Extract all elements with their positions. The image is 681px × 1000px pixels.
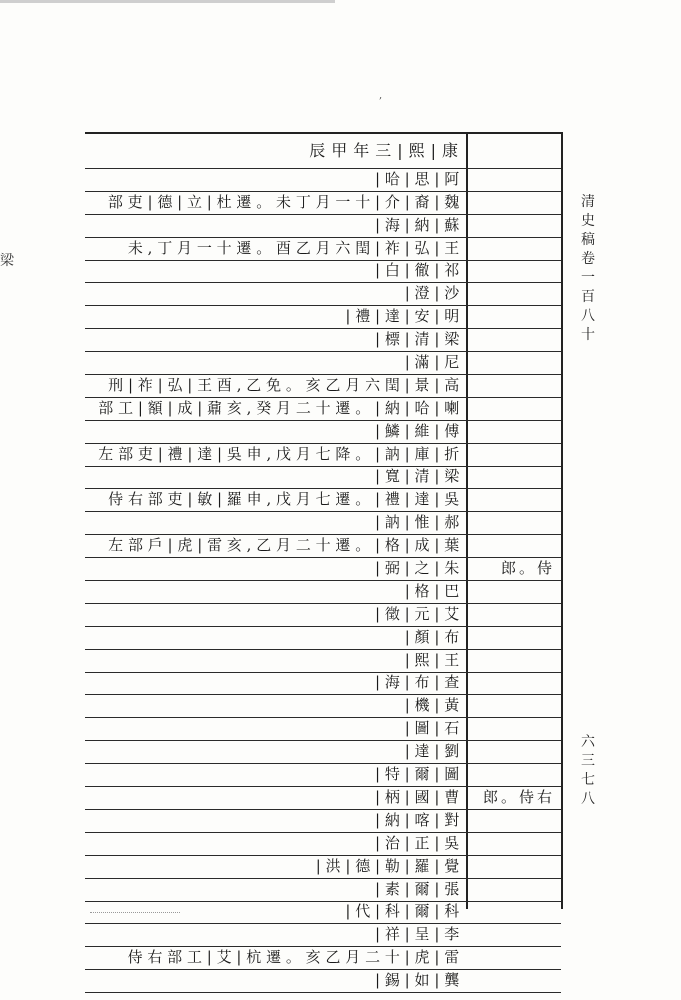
table-row: [85, 283, 561, 306]
table-right-border: [561, 132, 563, 909]
table-row: [85, 215, 561, 238]
row-text: |祥|呈|李: [375, 925, 464, 944]
table-row: [85, 650, 561, 673]
margin-page-char: 八: [581, 791, 595, 807]
margin-title-char: 十: [581, 327, 595, 343]
table-row: [85, 398, 561, 421]
row-text: |柄|國|曹: [375, 787, 464, 806]
row-text: |熙|王: [404, 650, 464, 669]
table-row: [85, 947, 561, 970]
margin-title: [578, 193, 598, 345]
margin-title-char: 史: [581, 213, 595, 229]
table-row: [85, 627, 561, 650]
row-text: |洪|德|勒|羅|覺: [315, 856, 464, 875]
table-row: [85, 604, 561, 627]
table-row: [85, 924, 561, 947]
row-text: |錫|如|龔: [375, 971, 464, 990]
row-text: |格|巴: [404, 581, 464, 600]
margin-title-char: 八: [581, 308, 595, 324]
row-text: |顏|布: [404, 627, 464, 646]
row-text: |滿|尼: [404, 353, 464, 372]
table-header-row: [85, 132, 561, 169]
row-text: |徵|元|艾: [375, 604, 464, 623]
table-row: [85, 787, 561, 810]
official-table: [85, 132, 561, 993]
row-text: |哈|思|阿: [375, 169, 464, 188]
margin-page-char: 七: [581, 772, 595, 788]
row-text: |澄|沙: [404, 284, 464, 303]
row-text: |寬|清|梁: [375, 467, 464, 486]
table-row: [85, 169, 561, 192]
table-row: [85, 810, 561, 833]
margin-title-char: 清: [581, 194, 595, 210]
table-row: [85, 673, 561, 696]
row-text: |達|劉: [404, 742, 464, 761]
header-text: 辰甲年三|熙|康: [309, 141, 464, 160]
row-text: |訥|惟|郝: [375, 513, 464, 532]
table-row: [85, 261, 561, 284]
row-text: |海|納|蘇: [375, 215, 464, 234]
table-row: [85, 558, 561, 581]
table-row: [85, 238, 561, 261]
table-body: [85, 169, 561, 993]
table-row: [85, 535, 561, 558]
margin-title-char: 稿: [581, 232, 595, 248]
table-row: [85, 741, 561, 764]
margin-title-char: 卷: [581, 251, 595, 267]
table-row: [85, 467, 561, 490]
table-row: [85, 856, 561, 879]
table-row: [85, 581, 561, 604]
row-text: |禮|達|安|明: [345, 307, 464, 326]
footer-dots: [90, 912, 180, 913]
left-margin-mark: 梁: [0, 253, 14, 269]
table-row: [85, 375, 561, 398]
row-text: 左部吏|禮|達|吳申,戊月七降。|訥|庫|折: [98, 444, 464, 463]
row-text: 部吏|德|立|杜遷。未丁月一十|介|裔|魏: [107, 192, 464, 211]
row-text: |治|正|吳: [375, 833, 464, 852]
row-note: 郎。侍: [500, 559, 555, 578]
table-row: [85, 879, 561, 902]
margin-page-char: 六: [581, 734, 595, 750]
top-rule: [0, 0, 335, 3]
table-row: [85, 833, 561, 856]
margin-title-char: 一: [581, 270, 595, 286]
row-text: |素|爾|張: [375, 879, 464, 898]
row-text: |白|徹|祁: [375, 261, 464, 280]
table-row: [85, 695, 561, 718]
row-text: 部工|額|成|鼐亥,癸月二十遷。|納|哈|喇: [98, 398, 464, 417]
table-row: [85, 444, 561, 467]
row-text: |代|科|爾|科: [345, 902, 464, 921]
row-text: |特|爾|圖: [375, 765, 464, 784]
row-text: |標|清|梁: [375, 330, 464, 349]
row-text: 侍右部吏|敏|羅申,戊月七遷。|禮|達|吳: [108, 490, 464, 509]
row-text: |納|喀|對: [375, 810, 464, 829]
margin-page-char: 三: [581, 753, 595, 769]
table-row: [85, 192, 561, 215]
table-row: [85, 764, 561, 787]
margin-title-char: 百: [581, 289, 595, 305]
row-text: |圖|石: [404, 719, 464, 738]
table-row: [85, 970, 561, 993]
table-row: [85, 306, 561, 329]
row-text: 刑|祚|弘|王酉,乙免。亥乙月六閏|景|高: [108, 375, 464, 394]
row-text: 侍右部工|艾|杭遷。亥乙月二十|虎|雷: [127, 948, 464, 967]
row-text: |機|黃: [404, 696, 464, 715]
row-text: 左部戶|虎|雷亥,乙月二十遷。|格|成|葉: [108, 536, 464, 555]
table-row: [85, 329, 561, 352]
row-text: |弼|之|朱: [375, 559, 464, 578]
table-row: [85, 718, 561, 741]
row-text: |鱗|維|傅: [375, 421, 464, 440]
speck: ,: [379, 90, 383, 101]
table-row: [85, 421, 561, 444]
row-text: |海|布|查: [375, 673, 464, 692]
table-row: [85, 512, 561, 535]
row-note: 郎。侍右: [482, 787, 555, 806]
table-row: [85, 352, 561, 375]
margin-page-number: [578, 733, 598, 809]
row-text: 未,丁月一十遷。酉乙月六閏|祚|弘|王: [127, 238, 464, 257]
table-row: [85, 489, 561, 512]
